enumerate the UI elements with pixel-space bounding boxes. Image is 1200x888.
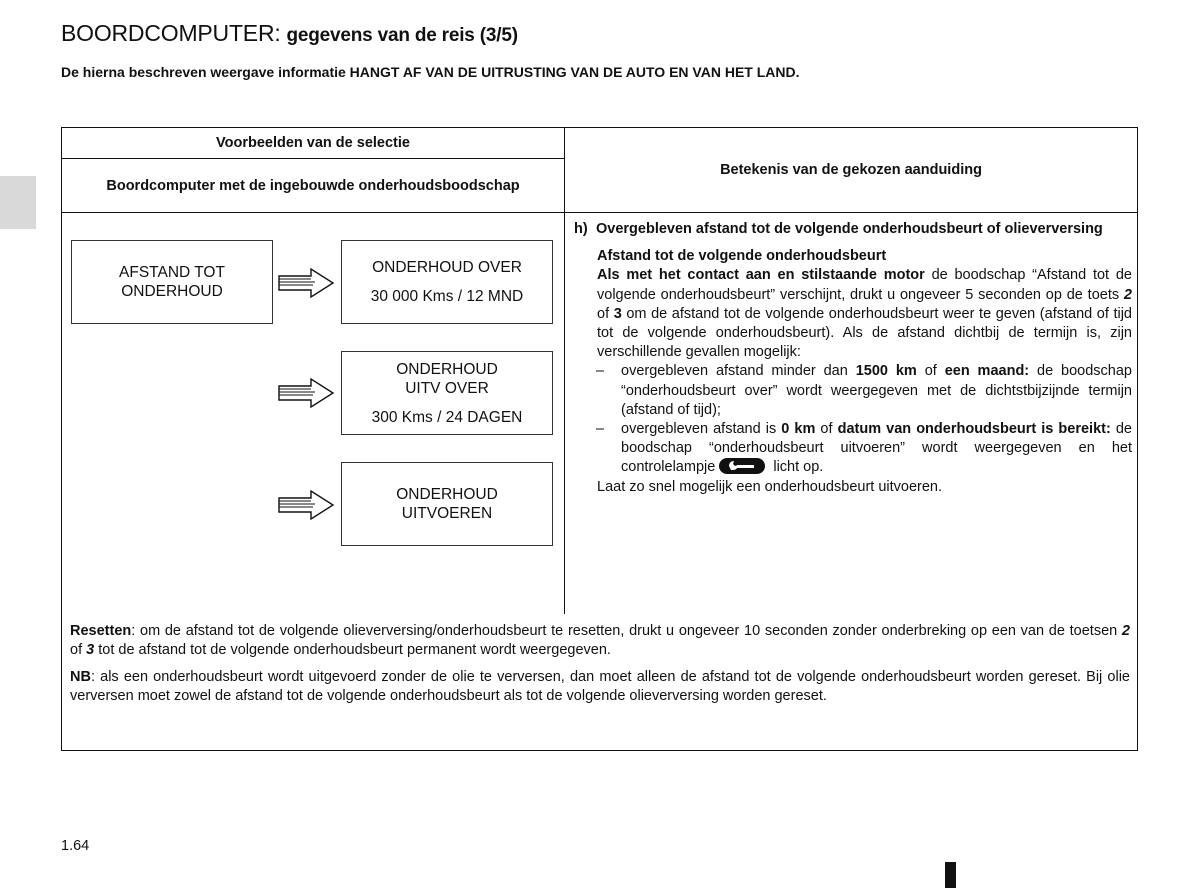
header-divider: [62, 212, 1137, 213]
column-divider: [564, 213, 565, 614]
list-item: – overgebleven afstand is 0 km of datum van onderhoudsbeurt is bereikt: de boodschap “onderhoudsbeurt uitvoeren” wordt weergegeven en het controlelampje licht op.: [596, 421, 1132, 476]
arrow-right-icon: [277, 488, 335, 522]
header-meaning: Betekenis van de gekozen aanduiding: [720, 162, 982, 178]
nb-paragraph: NB: als een onderhoudsbeurt wordt uitgevoerd zonder de olie te verversen, dan moet alleen de afstand tot de volgende onderhoudsbeurt worden gereset. Bij olie verversen moet zowel de afstand tot de volgende onderhoudsbeurt als tot de volgende olieverversing worden gereset.: [70, 669, 1130, 704]
arrow-right-icon: [277, 266, 335, 300]
paragraph: Als met het contact aan en stilstaande motor de boodschap “Afstand tot de volgende onderhoudsbeurt” verschijnt, drukt u ongeveer 5 seconden op de toets 2 of 3 om de afstand tot de volgende onderhoudsbeurt weer te geven (afstand of tijd tot de volgende onderhoudsbeurt). Als de afstand dichtbij de termijn is, zijn verschillende gevallen mogelijk:: [597, 267, 1132, 361]
list-item: – overgebleven afstand minder dan 1500 km of een maand: de boodschap “onderhoudsbeurt over” wordt weergegeven met de dichtstbijzijnde termijn (afstand of tijd);: [596, 363, 1132, 418]
wrench-icon: [719, 458, 765, 474]
display-distance-to-service: AFSTAND TOT ONDERHOUD: [71, 240, 273, 324]
page-number: 1.64: [61, 838, 90, 854]
final-instruction: Laat zo snel mogelijk een onderhoudsbeurt uitvoeren.: [597, 478, 943, 495]
meaning-text: [574, 220, 1132, 497]
header-computer: Boordcomputer met de ingebouwde onderhoudsboodschap: [62, 159, 565, 213]
info-table: [61, 127, 1138, 751]
reset-paragraph: Resetten: om de afstand tot de volgende olieverversing/onderhoudsbeurt te resetten, drukt u ongeveer 10 seconden zonder onderbreking op een van de toetsen 2 of 3 tot de afstand tot de volgende onderhoudsbeurt permanent wordt weergegeven.: [70, 623, 1130, 658]
page-title: BOORDCOMPUTER: gegevens van de reis (3/5): [61, 20, 518, 46]
display-service-due-over: ONDERHOUD UITV OVER 300 Kms / 24 DAGEN: [341, 351, 553, 435]
display-service-over: ONDERHOUD OVER 30 000 Kms / 12 MND: [341, 240, 553, 324]
section-heading: h) Overgebleven afstand tot de volgende onderhoudsbeurt of olieverversing: [574, 221, 1103, 237]
section-tab: [0, 176, 36, 229]
display-perform-service: ONDERHOUD UITVOEREN: [341, 462, 553, 546]
subheading: Afstand tot de volgende onderhoudsbeurt: [597, 248, 887, 265]
arrow-right-icon: [277, 376, 335, 410]
equipment-notice: De hierna beschreven weergave informatie HANGT AF VAN DE UITRUSTING VAN DE AUTO EN VAN HET LAND.: [61, 64, 800, 80]
header-examples: Voorbeelden van de selectie: [62, 128, 565, 159]
section-body: [574, 247, 1132, 497]
page-marker: [945, 862, 956, 888]
